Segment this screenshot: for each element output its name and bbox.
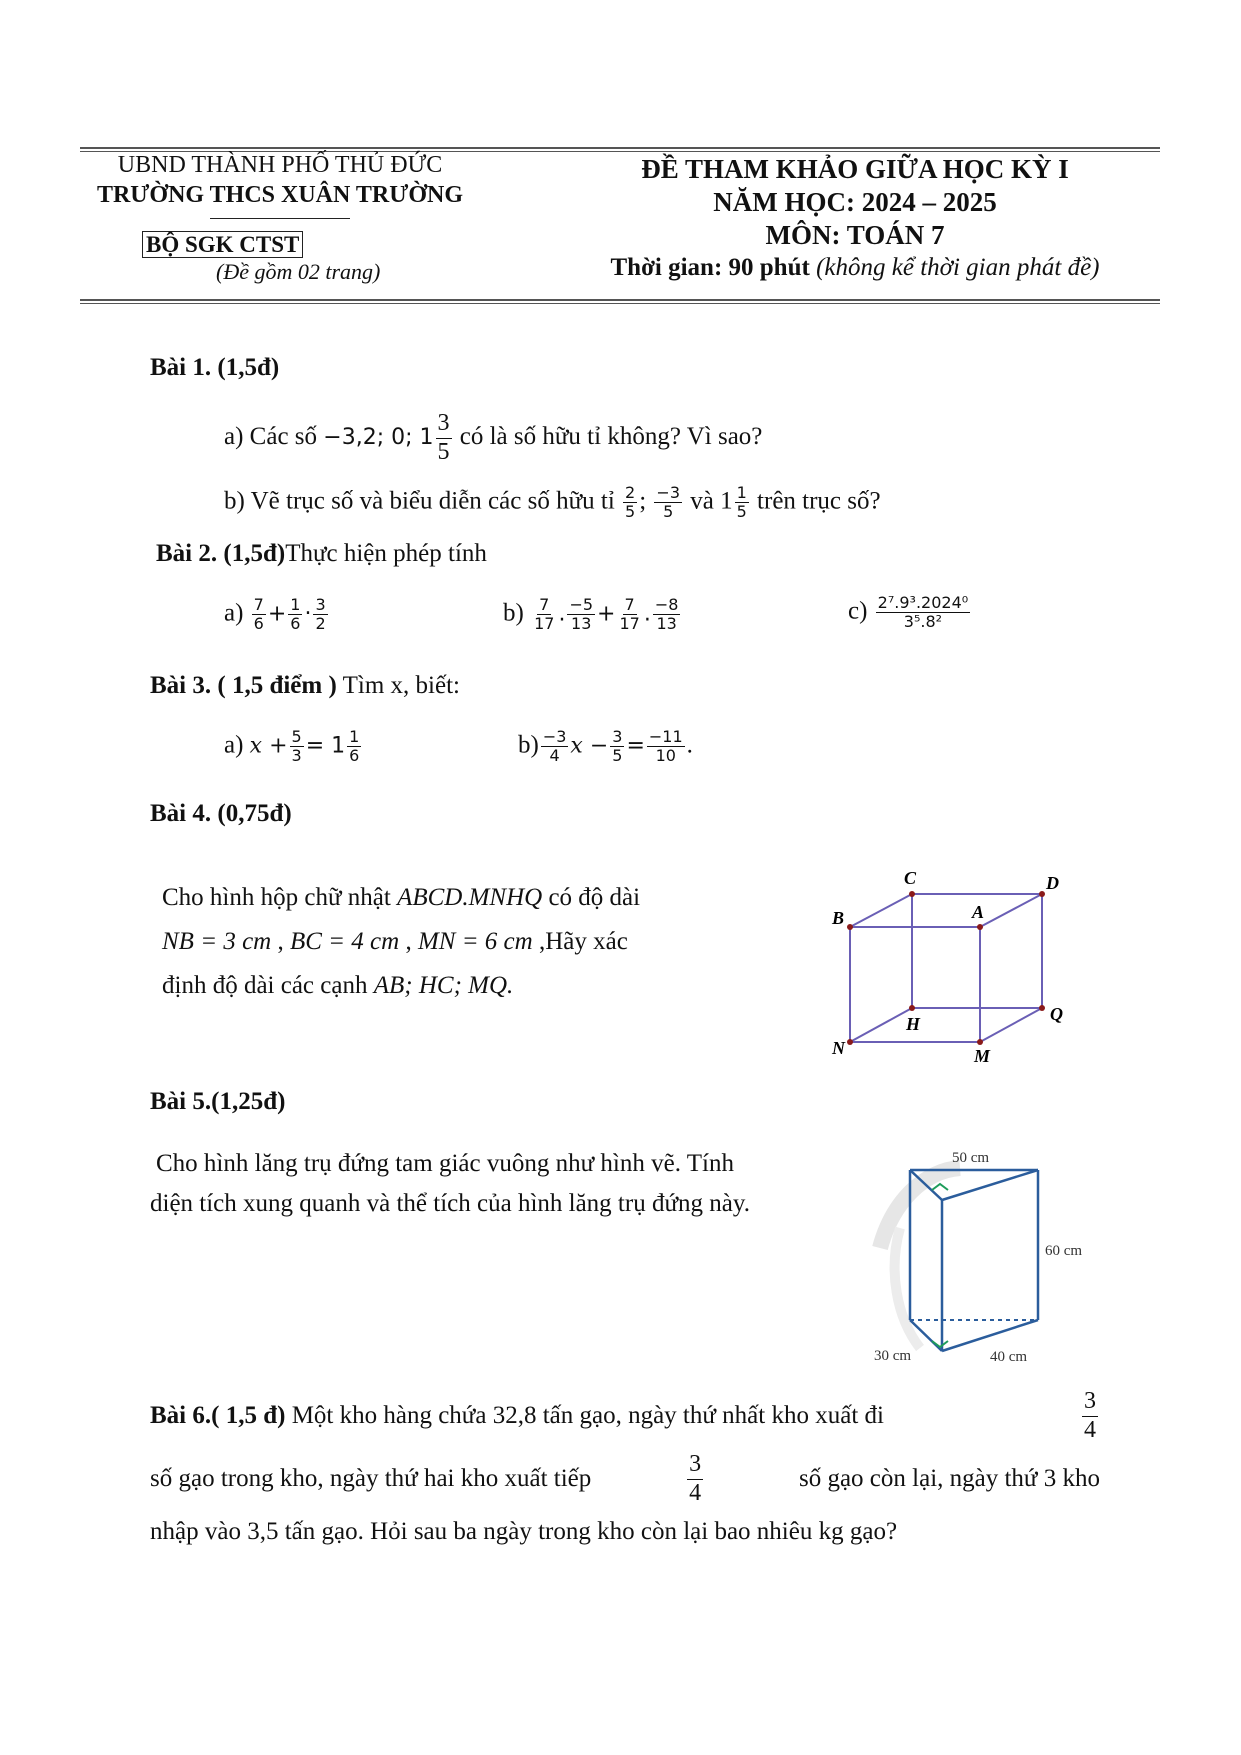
frac-den: 6 xyxy=(349,746,360,766)
frac-den: 3 xyxy=(291,746,302,766)
vertex-d xyxy=(1039,891,1045,897)
bai6-line2 xyxy=(150,1444,1100,1514)
bai2-c-frac xyxy=(876,594,971,632)
bai3-title-line xyxy=(150,672,460,700)
frac-den: 5 xyxy=(663,502,674,522)
edge-bc xyxy=(850,894,912,927)
bai4-line1 xyxy=(162,876,742,920)
frac-num: −3 xyxy=(542,727,567,746)
frac-num: 3 xyxy=(687,1451,703,1480)
bai2-title: Bài 2. (1,5đ) xyxy=(156,540,286,567)
bai3-b-frac2 xyxy=(610,728,624,766)
bai1-b-prefix: b) Vẽ trục số và biểu diễn các số hữu tỉ xyxy=(224,487,615,515)
frac-num: 2 xyxy=(625,483,636,502)
frac-den: 4 xyxy=(689,1479,702,1506)
header-bottom-rule-2 xyxy=(80,303,1160,304)
header-bottom-rule xyxy=(80,299,1160,301)
bai2-title-line xyxy=(156,540,487,568)
bai2-a-frac3 xyxy=(313,596,327,634)
vertex-h xyxy=(909,1005,915,1011)
frac-den: 5 xyxy=(625,502,636,522)
bai3-b-frac3 xyxy=(647,728,685,766)
pages-note: (Đề gồm 02 trang) xyxy=(216,259,381,284)
bai1-b-sep: ; xyxy=(639,487,647,515)
plus-sign: + xyxy=(267,601,287,627)
bai3-b-label: b) xyxy=(518,731,539,759)
book-set-badge: BỘ SGK CTST xyxy=(142,231,303,258)
bai2-b: b) $\frac{7}{17}$ . $\frac{-5}{13}$ + $\frac{7}{17}$ . $\frac{-8}{13}$ xyxy=(503,595,679,634)
frac-den: 6 xyxy=(290,614,301,634)
bai3-b-x-minus: x − xyxy=(570,733,609,759)
bai3-a-eq: = 1 xyxy=(305,733,346,759)
frac-den: 10 xyxy=(655,746,676,766)
bai2-c-label: c) xyxy=(848,597,868,625)
bai4-line3-prefix: định độ dài các cạnh xyxy=(162,972,368,999)
bai2-b-frac4 xyxy=(653,596,681,634)
label-q: Q xyxy=(1050,1004,1063,1024)
bai4-bc: BC = 4 cm xyxy=(289,928,400,955)
header-left xyxy=(80,150,480,285)
bai4-shape-name: ABCD.MNHQ xyxy=(397,884,543,911)
cuboid-figure xyxy=(820,862,1090,1072)
dim-top: 50 cm xyxy=(952,1150,990,1166)
bai5-line1: Cho hình lăng trụ đứng tam giác vuông như hình vẽ. Tính xyxy=(156,1150,734,1177)
frac-num: 1 xyxy=(349,727,360,746)
bai5-title: Bài 5.(1,25đ) xyxy=(150,1088,286,1115)
bai2-a xyxy=(224,596,330,634)
bai6-frac1 xyxy=(1082,1388,1098,1444)
bai3-a-frac1 xyxy=(290,728,304,766)
bai6-frac2 xyxy=(687,1451,703,1507)
bai1-b-and: và 1 xyxy=(690,487,733,515)
bai4-mn: MN = 6 cm xyxy=(417,928,533,955)
frac-den: 13 xyxy=(656,614,677,634)
vertex-c xyxy=(909,891,915,897)
dot-sign: · xyxy=(304,601,312,627)
vertex-b xyxy=(847,924,853,930)
bai6-line1-text: Một kho hàng chứa 32,8 tấn gạo, ngày thứ nhất kho xuất đi xyxy=(291,1402,884,1429)
frac-den: 6 xyxy=(253,614,264,634)
school-name: TRƯỜNG THCS XUÂN TRƯỜNG xyxy=(96,182,464,208)
bai1-b xyxy=(224,484,881,522)
bai3-a-x-plus: x + xyxy=(249,733,288,759)
book-set-wrap xyxy=(80,231,480,259)
bai5-text xyxy=(150,1144,750,1224)
bai6-line3: nhập vào 3,5 tấn gạo. Hỏi sau ba ngày trong kho còn lại bao nhiêu kg gạo? xyxy=(150,1518,898,1545)
label-a: A xyxy=(972,902,985,922)
frac-num: 2⁷.9³.2024⁰ xyxy=(877,593,969,612)
label-m: M xyxy=(974,1046,991,1066)
bai2-b-frac3 xyxy=(617,596,641,634)
dim-left: 30 cm xyxy=(874,1348,912,1364)
bai3-title-rest: Tìm x, biết: xyxy=(342,672,460,699)
frac-num: 3 xyxy=(436,410,452,439)
period: . xyxy=(686,731,693,759)
vertex-m xyxy=(977,1039,983,1045)
exam-time xyxy=(560,252,1150,284)
bai5-line2: diện tích xung quanh và thể tích của hình lăng trụ đứng này. xyxy=(150,1190,750,1217)
frac-num: 7 xyxy=(539,595,550,614)
frac-den: 3⁵.8² xyxy=(903,612,943,632)
bai4-text xyxy=(162,876,742,1008)
bai4-line2-suffix: ,Hãy xác xyxy=(538,928,628,955)
school-year: NĂM HỌC: 2024 – 2025 xyxy=(713,187,997,217)
label-b: B xyxy=(832,908,845,928)
bai2-c xyxy=(848,594,972,632)
bai4-line1-prefix: Cho hình hộp chữ nhật xyxy=(162,884,391,911)
time-note: (không kể thời gian phát đề) xyxy=(816,254,1100,281)
right-angle-top-icon xyxy=(932,1184,948,1190)
bai1-a-numbers: −3,2; 0; 1 xyxy=(323,424,434,450)
dim-height: 60 cm xyxy=(1045,1243,1083,1259)
frac-num: −8 xyxy=(654,595,679,614)
frac-num: 1 xyxy=(736,483,747,502)
dim-right: 40 cm xyxy=(990,1349,1028,1365)
exam-title: ĐỀ THAM KHẢO GIỮA HỌC KỲ I xyxy=(641,154,1069,184)
bai2-a-frac2 xyxy=(288,596,302,634)
bai4-edges: AB; HC; MQ. xyxy=(373,972,514,999)
bai4-nb: NB = 3 cm xyxy=(162,928,272,955)
frac-den: 17 xyxy=(619,614,640,634)
frac-num: 7 xyxy=(253,595,264,614)
right-angle-bottom-icon xyxy=(932,1341,948,1347)
bai1-a-frac xyxy=(436,410,452,466)
frac-num: −3 xyxy=(656,483,680,502)
bai3-b xyxy=(518,728,693,766)
bai2-a-frac1 xyxy=(252,596,266,634)
bai4-title: Bài 4. (0,75đ) xyxy=(150,800,292,827)
frac-num: −5 xyxy=(569,595,594,614)
bai3-a xyxy=(224,728,363,766)
district-name: UBND THÀNH PHỐ THỦ ĐỨC xyxy=(117,152,443,178)
bai2-b-frac1 xyxy=(532,596,556,634)
subject: MÔN: TOÁN 7 xyxy=(765,220,945,250)
frac-den: 4 xyxy=(1084,1416,1096,1443)
bai6-text xyxy=(150,1388,1100,1546)
label-n: N xyxy=(832,1038,845,1058)
frac-num: −11 xyxy=(648,727,683,746)
frac-num: 7 xyxy=(624,595,635,614)
bai6-line2-prefix: số gạo trong kho, ngày thứ hai kho xuất tiếp xyxy=(150,1465,592,1492)
bai2-b-frac2 xyxy=(567,596,595,634)
vertex-a xyxy=(977,924,983,930)
frac-num: 3 xyxy=(1082,1388,1098,1417)
label-h: H xyxy=(906,1014,921,1034)
bai6-line1 xyxy=(150,1388,1100,1444)
bai2-title-rest: Thực hiện phép tính xyxy=(285,540,487,567)
frac-den: 2 xyxy=(315,614,326,634)
bai1-a-suffix: có là số hữu tỉ không? Vì sao? xyxy=(459,422,763,450)
edge-mq xyxy=(980,1008,1042,1042)
label-d: D xyxy=(1046,873,1059,893)
bai4-line3 xyxy=(162,964,742,1008)
bai3-b-frac1 xyxy=(541,728,569,766)
watermark-arc2-icon xyxy=(895,1228,920,1348)
bai2-a-label: a) xyxy=(224,599,244,627)
equals-sign: = xyxy=(626,733,645,759)
bai2-b-label: b) xyxy=(503,599,524,627)
vertex-q xyxy=(1039,1005,1045,1011)
frac-den: 4 xyxy=(549,746,560,766)
frac-num: 5 xyxy=(291,727,302,746)
school-underline xyxy=(210,218,350,219)
bai3-a-frac2 xyxy=(347,728,361,766)
bai3-a-label: a) xyxy=(224,731,244,759)
bai1-b-suffix: trên trục số? xyxy=(757,487,881,515)
header-top-rule xyxy=(80,147,1160,149)
bai4-line2: NB = 3 cm , BC = 4 cm , MN = 6 cm ,Hãy xác xyxy=(162,928,628,955)
prism-bottom-right xyxy=(942,1320,1038,1351)
frac-den: 5 xyxy=(612,746,623,766)
bai3-title: Bài 3. ( 1,5 điểm ) xyxy=(150,672,337,699)
frac-num: 1 xyxy=(290,595,301,614)
label-c: C xyxy=(904,868,917,888)
bai4-line1-suffix: có độ dài xyxy=(548,884,641,911)
bai1-b-frac2 xyxy=(654,484,682,522)
bai6-line2-suffix: số gạo còn lại, ngày thứ 3 kho xyxy=(798,1465,1100,1492)
plus-sign: + xyxy=(597,601,616,627)
prism-figure xyxy=(860,1148,1100,1370)
time-label: Thời gian: 90 phút xyxy=(610,254,810,281)
frac-den: 5 xyxy=(437,438,450,465)
bai1-b-frac1 xyxy=(623,484,637,522)
bai1-a-prefix: a) Các số xyxy=(224,422,318,450)
bai1-a xyxy=(224,410,762,466)
vertex-n xyxy=(847,1039,853,1045)
edge-nh xyxy=(850,1008,912,1042)
edge-ad xyxy=(980,894,1042,927)
bai6-title: Bài 6.( 1,5 đ) xyxy=(150,1402,286,1429)
frac-num: 3 xyxy=(612,727,623,746)
bai1-b-frac3 xyxy=(735,484,749,522)
frac-den: 13 xyxy=(571,614,592,634)
frac-den: 17 xyxy=(534,614,555,634)
frac-num: 3 xyxy=(315,595,326,614)
header-right xyxy=(560,152,1150,284)
frac-den: 5 xyxy=(736,502,747,522)
bai1-title: Bài 1. (1,5đ) xyxy=(150,354,280,381)
